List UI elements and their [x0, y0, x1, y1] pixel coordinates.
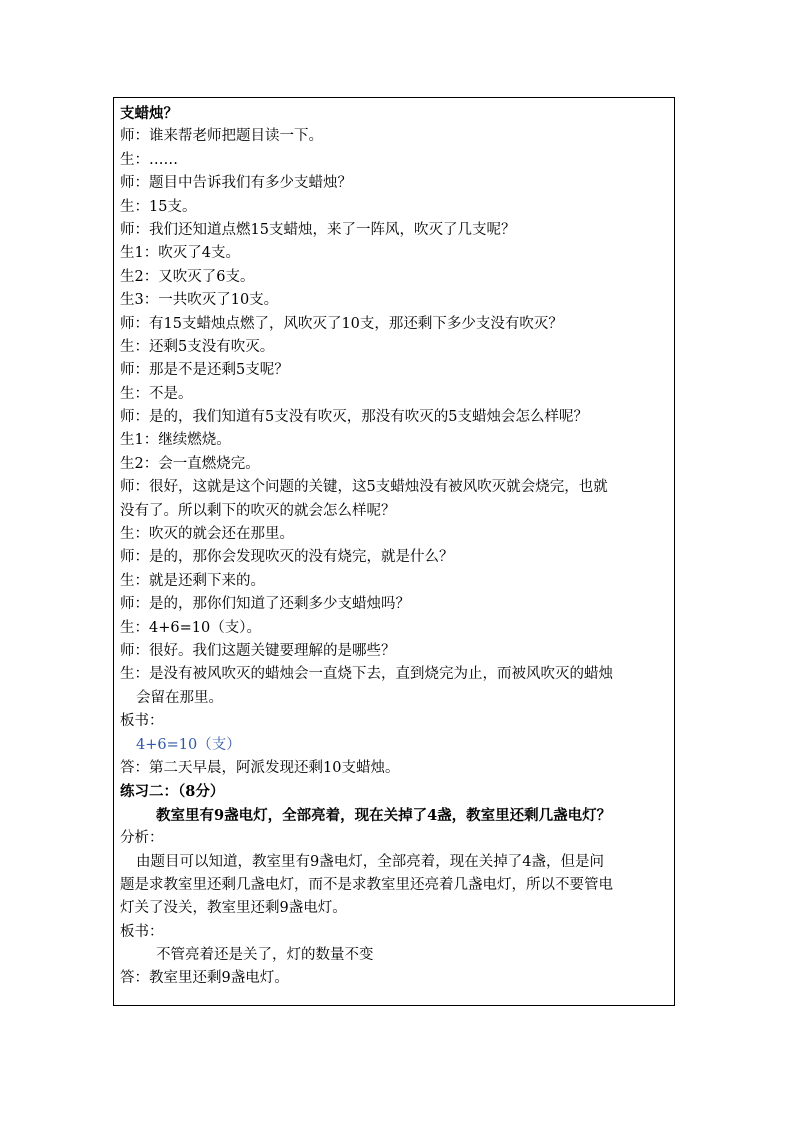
text-line: 生：就是还剩下来的。	[120, 572, 265, 589]
text-line: 师：有15支蜡烛点燃了，风吹灭了10支，那还剩下多少支没有吹灭？	[120, 315, 563, 332]
text-line: 教室里有9盏电灯，全部亮着，现在关掉了4盏，教室里还剩几盏电灯？	[156, 806, 612, 824]
text-line: 师：是的，那你们知道了还剩多少支蜡烛吗？	[120, 596, 410, 613]
text-line: 师：很好，这就是这个问题的关键，这5支蜡烛没有被风吹灭就会烧完，也就	[120, 479, 608, 496]
text-line: 生：还剩5支没有吹灭。	[120, 338, 275, 355]
text-line: 生3：一共吹灭了10支。	[120, 292, 279, 309]
text-line: 4+6=10（支）	[136, 736, 241, 753]
text-line: 生1：继续燃烧。	[120, 432, 231, 449]
lesson-table-cell	[113, 97, 675, 1006]
text-line: 师：题目中告诉我们有多少支蜡烛？	[120, 175, 352, 192]
text-line: 生：是没有被风吹灭的蜡烛会一直烧下去，直到烧完为止，而被风吹灭的蜡烛	[120, 666, 613, 683]
text-line: 师：很好。我们这题关键要理解的是哪些？	[120, 642, 396, 659]
text-line: 师：我们还知道点燃15支蜡烛，来了一阵风，吹灭了几支呢？	[120, 221, 516, 238]
text-line: 师：是的，那你会发现吹灭的没有烧完，就是什么？	[120, 549, 454, 566]
text-line: 生2：会一直燃烧完。	[120, 455, 260, 472]
text-line: 生：15支。	[120, 198, 197, 215]
text-line: 没有了。所以剩下的吹灭的就会怎么样呢？	[120, 502, 396, 519]
text-line: 师：是的，我们知道有5支没有吹灭，那没有吹灭的5支蜡烛会怎么样呢？	[120, 409, 588, 426]
text-line: 支蜡烛？	[120, 105, 178, 122]
text-line: 板书：	[120, 923, 164, 940]
text-line: 生：……	[120, 151, 178, 168]
text-line: 生：4+6=10（支）。	[120, 619, 261, 636]
text-line: 生2：又吹灭了6支。	[120, 268, 255, 285]
text-line: 生：不是。	[120, 385, 193, 402]
text-line: 生：吹灭的就会还在那里。	[120, 526, 294, 543]
text-line: 生1：吹灭了4支。	[120, 245, 240, 262]
text-line: 分析：	[120, 830, 164, 847]
text-line: 题是求教室里还剩几盏电灯，而不是求教室里还亮着几盏电灯，所以不要管电	[120, 876, 613, 893]
text-line: 师：那是不是还剩5支呢？	[120, 362, 289, 379]
text-line: 板书：	[120, 713, 164, 730]
text-line: 会留在那里。	[136, 689, 223, 706]
text-line: 答：第二天早晨，阿派发现还剩10支蜡烛。	[120, 759, 400, 776]
text-line: 师：谁来帮老师把题目读一下。	[120, 128, 323, 145]
text-line: 练习二：（8分）	[120, 783, 225, 801]
text-line: 由题目可以知道，教室里有9盏电灯，全部亮着，现在关掉了4盏，但是问	[136, 853, 604, 870]
text-line: 答：教室里还剩9盏电灯。	[120, 970, 289, 987]
text-line: 灯关了没关，教室里还剩9盏电灯。	[120, 900, 347, 917]
text-line: 不管亮着还是关了，灯的数量不变	[156, 947, 374, 964]
